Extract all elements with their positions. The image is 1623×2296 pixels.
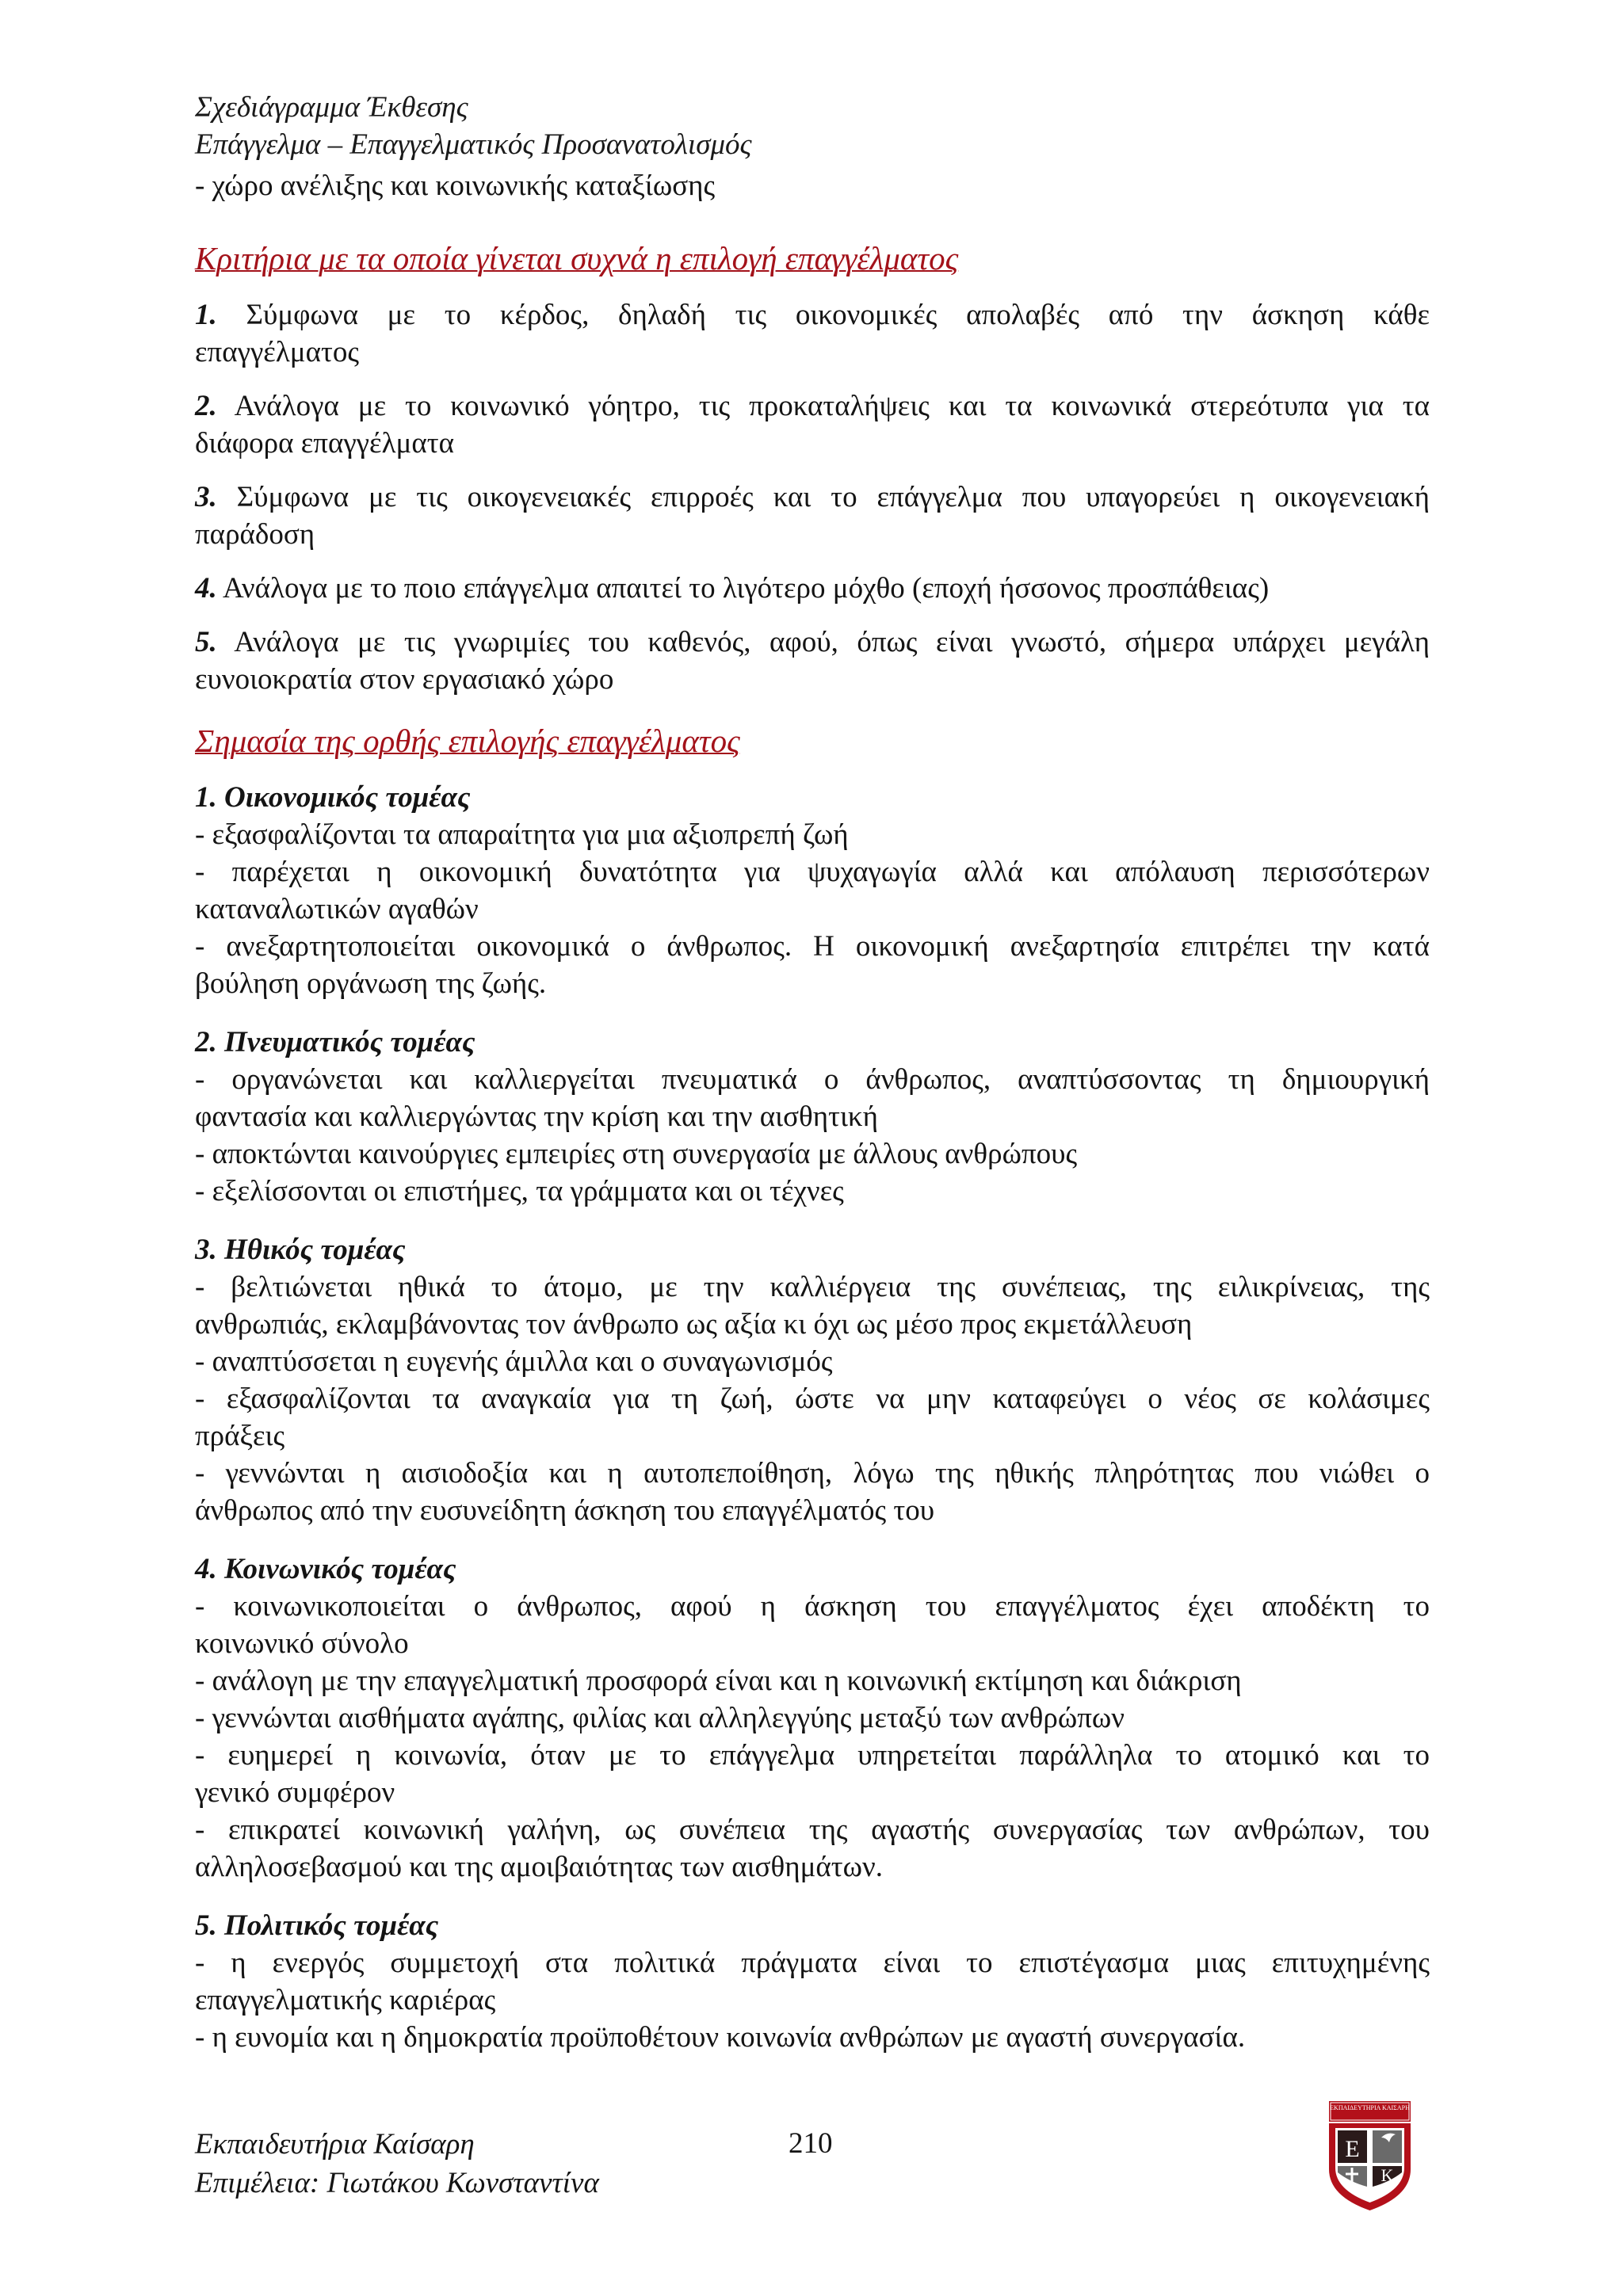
domain-line: - παρέχεται η οικονομική δυνατότητα για ψυχαγωγία αλλά και απόλαυση περισσότερων xyxy=(195,856,1430,888)
page-number: 210 xyxy=(789,2127,833,2160)
domain-line: καταναλωτικών αγαθών xyxy=(195,893,479,925)
domain-line: - η ενεργός συμμετοχή στα πολιτικά πράγματα είναι το επιστέγασμα μιας επιτυχημένης xyxy=(195,1947,1430,1979)
domain-heading: 4. Κοινωνικός τομέας xyxy=(195,1553,456,1585)
domain-group xyxy=(195,1907,1430,2056)
footer xyxy=(195,2125,599,2203)
domain-line: - ανάλογη με την επαγγελματική προσφορά είναι και η κοινωνική εκτίμηση και διάκριση xyxy=(195,1665,1242,1697)
criterion-item xyxy=(195,570,1430,607)
domain-line: - γεννώνται η αισιοδοξία και η αυτοπεποίθηση, λόγω της ηθικής πληρότητας που νιώθει ο xyxy=(195,1457,1430,1489)
domain-line: επαγγελματικής καριέρας xyxy=(195,1984,496,2016)
intro-line: - χώρο ανέλιξης και κοινωνικής καταξίωσης xyxy=(195,170,716,202)
svg-text:ΕΚΠΑΙΔΕΥΤΗΡΙΑ ΚΑΙΣΑΡΗ: ΕΚΠΑΙΔΕΥΤΗΡΙΑ ΚΑΙΣΑΡΗ xyxy=(1330,2104,1410,2111)
criterion-number: 2. xyxy=(195,390,217,422)
domain-group xyxy=(195,1024,1430,1210)
domain-heading: 2. Πνευματικός τομέας xyxy=(195,1026,475,1058)
domain-heading: 5. Πολιτικός τομέας xyxy=(195,1909,439,1942)
domain-line: - η ευνομία και η δημοκρατία προϋποθέτουν κοινωνία ανθρώπων με αγαστή συνεργασία. xyxy=(195,2021,1246,2054)
domain-line: γενικό συμφέρον xyxy=(195,1776,395,1809)
domain-line: - κοινωνικοποιείται ο άνθρωπος, αφού η άσκηση του επαγγέλματος έχει αποδέκτη το xyxy=(195,1590,1430,1623)
criterion-number: 4. xyxy=(195,572,217,605)
criterion-text-continued: διάφορα επαγγέλματα xyxy=(195,427,454,460)
importance-list xyxy=(195,779,1430,2056)
header-title: Σχεδιάγραμμα Έκθεσης xyxy=(195,91,468,124)
criterion-text: Σύμφωνα με το κέρδος, δηλαδή τις οικονομικές απολαβές από την άσκηση κάθε xyxy=(216,299,1430,331)
criteria-list xyxy=(195,296,1430,698)
domain-line: - οργανώνεται και καλλιεργείται πνευματικά ο άνθρωπος, αναπτύσσοντας τη δημιουργική xyxy=(195,1063,1430,1096)
school-logo-icon xyxy=(1326,2100,1414,2212)
domain-line: βούληση οργάνωση της ζωής. xyxy=(195,967,547,1000)
domain-heading: 1. Οικονομικός τομέας xyxy=(195,781,471,814)
criterion-item xyxy=(195,624,1430,698)
domain-group xyxy=(195,1550,1430,1886)
criterion-item xyxy=(195,387,1430,462)
domain-line: κοινωνικό σύνολο xyxy=(195,1627,409,1660)
domain-line: πράξεις xyxy=(195,1420,285,1452)
domain-line: αλληλοσεβασμού και της αμοιβαιότητας των αισθημάτων. xyxy=(195,1851,884,1883)
section-title-importance: Σημασία της ορθής επιλογής επαγγέλματος xyxy=(195,723,740,759)
domain-line: άνθρωπος από την ευσυνείδητη άσκηση του επαγγέλματός του xyxy=(195,1494,935,1527)
criterion-number: 5. xyxy=(195,626,217,658)
svg-text:Ε: Ε xyxy=(1345,2136,1360,2162)
criterion-text-continued: ευνοιοκρατία στον εργασιακό χώρο xyxy=(195,663,614,696)
criterion-text: Ανάλογα με το ποιο επάγγελμα απαιτεί το λιγότερο μόχθο (εποχή ήσσονος προσπάθειας) xyxy=(216,572,1270,605)
domain-line: - επικρατεί κοινωνική γαλήνη, ως συνέπεια της αγαστής συνεργασίας των ανθρώπων, του xyxy=(195,1814,1430,1846)
domain-line: - αναπτύσσεται η ευγενής άμιλλα και ο συναγωνισμός xyxy=(195,1345,833,1378)
criterion-text-continued: επαγγέλματος xyxy=(195,336,360,368)
criterion-text: Σύμφωνα με τις οικογενειακές επιρροές και το επάγγελμα που υπαγορεύει η οικογενειακή xyxy=(216,481,1430,513)
domain-line: - ευημερεί η κοινωνία, όταν με το επάγγελμα υπηρετείται παράλληλα το ατομικό και το xyxy=(195,1739,1430,1772)
header-subtitle: Επάγγελμα – Επαγγελματικός Προσανατολισμός xyxy=(195,128,752,161)
criterion-text-continued: παράδοση xyxy=(195,518,315,551)
domain-line: - εξελίσσονται οι επιστήμες, τα γράμματα και οι τέχνες xyxy=(195,1175,844,1207)
domain-group xyxy=(195,1231,1430,1529)
domain-heading: 3. Ηθικός τομέας xyxy=(195,1234,406,1266)
criterion-text: Ανάλογα με τις γνωριμίες του καθενός, αφού, όπως είναι γνωστό, σήμερα υπάρχει μεγάλη xyxy=(216,626,1430,658)
criterion-item xyxy=(195,479,1430,553)
domain-line: - αποκτώνται καινούργιες εμπειρίες στη συνεργασία με άλλους ανθρώπους xyxy=(195,1138,1078,1170)
footer-school: Εκπαιδευτήρια Καίσαρη xyxy=(195,2128,475,2161)
domain-line: - βελτιώνεται ηθικά το άτομο, με την καλλιέργεια της συνέπειας, της ειλικρίνειας, της xyxy=(195,1271,1430,1303)
criterion-text: Ανάλογα με το κοινωνικό γόητρο, τις προκαταλήψεις και τα κοινωνικά στερεότυπα για τα xyxy=(216,390,1430,422)
criterion-number: 3. xyxy=(195,481,217,513)
domain-line: - γεννώνται αισθήματα αγάπης, φιλίας και αλληλεγγύης μεταξύ των ανθρώπων xyxy=(195,1702,1125,1734)
svg-text:Κ: Κ xyxy=(1381,2165,1394,2185)
domain-line: ανθρωπιάς, εκλαμβάνοντας τον άνθρωπο ως αξία κι όχι ως μέσο προς εκμετάλλευση xyxy=(195,1308,1193,1341)
document-body xyxy=(195,89,1430,2056)
footer-editor: Επιμέλεια: Γιωτάκου Κωνσταντίνα xyxy=(195,2167,599,2199)
domain-line: φαντασία και καλλιεργώντας την κρίση και την αισθητική xyxy=(195,1100,878,1133)
domain-line: - ανεξαρτητοποιείται οικονομικά ο άνθρωπος. Η οικονομική ανεξαρτησία επιτρέπει την κατά xyxy=(195,930,1430,963)
section-title-criteria: Κριτήρια με τα οποία γίνεται συχνά η επιλογή επαγγέλματος xyxy=(195,240,959,277)
domain-group xyxy=(195,779,1430,1002)
criterion-item xyxy=(195,296,1430,371)
criterion-number: 1. xyxy=(195,299,217,331)
domain-line: - εξασφαλίζονται τα αναγκαία για τη ζωή, ώστε να μην καταφεύγει ο νέος σε κολάσιμες xyxy=(195,1383,1430,1415)
domain-line: - εξασφαλίζονται τα απαραίτητα για μια αξιοπρεπή ζωή xyxy=(195,818,849,851)
